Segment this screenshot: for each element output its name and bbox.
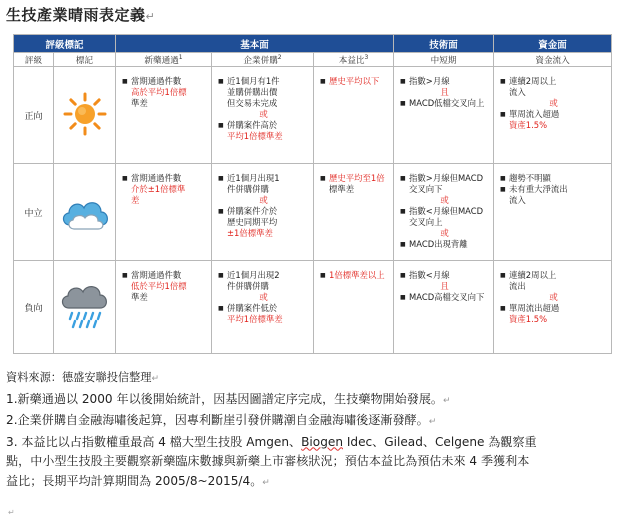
table-row <box>14 261 612 354</box>
mark-cell <box>54 67 116 164</box>
header-rating: 評級標記 <box>14 35 116 53</box>
new-drug-cell: ■ 當期通過件數 高於平均1倍標 準差 <box>116 67 212 164</box>
tech-cell: ■ 指數<月線 且 ■ MACD高檔交叉向下 <box>394 261 494 354</box>
subheader-mid-short: 中短期 <box>394 53 494 67</box>
note-3: 3. 本益比以占指數權重最高 4 檔大型生技股 Amgen、Biogen Idec、Gilead、Celgene 為觀察重 點，中小型生技股主要觀察新藥臨床數據與新藥上市審核狀況；預估本益比為預估未來 4 季獲利本 益比；長期平均計算期間為 2005/8~2015/4。↵ <box>6 434 537 488</box>
tech-cell: ■ 指數>月線但MACD交叉向下 或 ■ 指數<月線但MACD交叉向上 或 ■ MACD出現背離 <box>394 164 494 261</box>
sun-icon <box>63 92 107 136</box>
ma-cell: ■ 近1個月出現2 件併購併購 或 ■ 併購案件低於 平均1倍標準差 <box>212 261 314 354</box>
pe-cell: ■ 歷史平均以下 <box>314 67 394 164</box>
note-2: 2.企業併購自金融海嘯後起算，因專利斷崖引發併購潮自金融海嘯後逐漸發酵。↵ <box>6 413 437 427</box>
header-technical: 技術面 <box>394 35 494 53</box>
grade-cell: 中立 <box>14 164 54 261</box>
ma-cell: ■ 近1個月有1件 並購併購出價 但交易未完成 或 ■ 併購案件高於 平均1倍標準差 <box>212 67 314 164</box>
subheader-ma: 企業併購$^2$ <box>212 53 314 67</box>
mark-cell <box>54 164 116 261</box>
subheader-grade: 評級 <box>14 53 54 67</box>
fund-cell: ■ 連續2周以上 流入 或 ■ 單周流入超過 資產1.5% <box>494 67 612 164</box>
rating-table <box>13 34 612 354</box>
subheader-mark: 標記 <box>54 53 116 67</box>
rain-cloud-icon <box>58 283 112 329</box>
group-header-row <box>14 35 612 53</box>
table-row <box>14 67 612 164</box>
cloud-icon <box>58 189 112 233</box>
page-title: 生技產業晴雨表定義↵ <box>6 6 156 24</box>
notes <box>6 368 616 493</box>
tech-cell: ■ 指數>月線 且 ■ MACD低檔交叉向上 <box>394 67 494 164</box>
new-drug-cell: ■ 當期通過件數 介於±1倍標準 差 <box>116 164 212 261</box>
grade-cell: 負向 <box>14 261 54 354</box>
source-note: 資料來源：德盛安聯投信整理↵ <box>6 371 159 384</box>
subheader-new-drug: 新藥通過$^1$ <box>116 53 212 67</box>
table-row <box>14 164 612 261</box>
pe-cell: ■ 1倍標準差以上 <box>314 261 394 354</box>
note-1: 1.新藥通過以 2000 年以後開始統計，因基因圖譜定序完成，生技藥物開始發展。↵ <box>6 391 451 406</box>
fund-cell: ■ 趨勢不明顯 ■ 未有重大淨流出 流入 <box>494 164 612 261</box>
sub-header-row <box>14 53 612 67</box>
ma-cell: ■ 近1個月出現1 件併購併購 或 ■ 併購案件介於 歷史同期平均 ±1倍標準差 <box>212 164 314 261</box>
mark-cell <box>54 261 116 354</box>
header-fundflow: 資金面 <box>494 35 612 53</box>
paragraph-mark: ↵ <box>8 508 15 517</box>
new-drug-cell: ■ 當期通過件數 低於平均1倍標 準差 <box>116 261 212 354</box>
pe-cell: ■ 歷史平均至1倍 標準差 <box>314 164 394 261</box>
fund-cell: ■ 連續2周以上 流出 或 ■ 單周流出超過 資產1.5% <box>494 261 612 354</box>
subheader-fund-inflow: 資金流入 <box>494 53 612 67</box>
subheader-pe: 本益比$^3$ <box>314 53 394 67</box>
header-fundamental: 基本面 <box>116 35 394 53</box>
grade-cell: 正向 <box>14 67 54 164</box>
